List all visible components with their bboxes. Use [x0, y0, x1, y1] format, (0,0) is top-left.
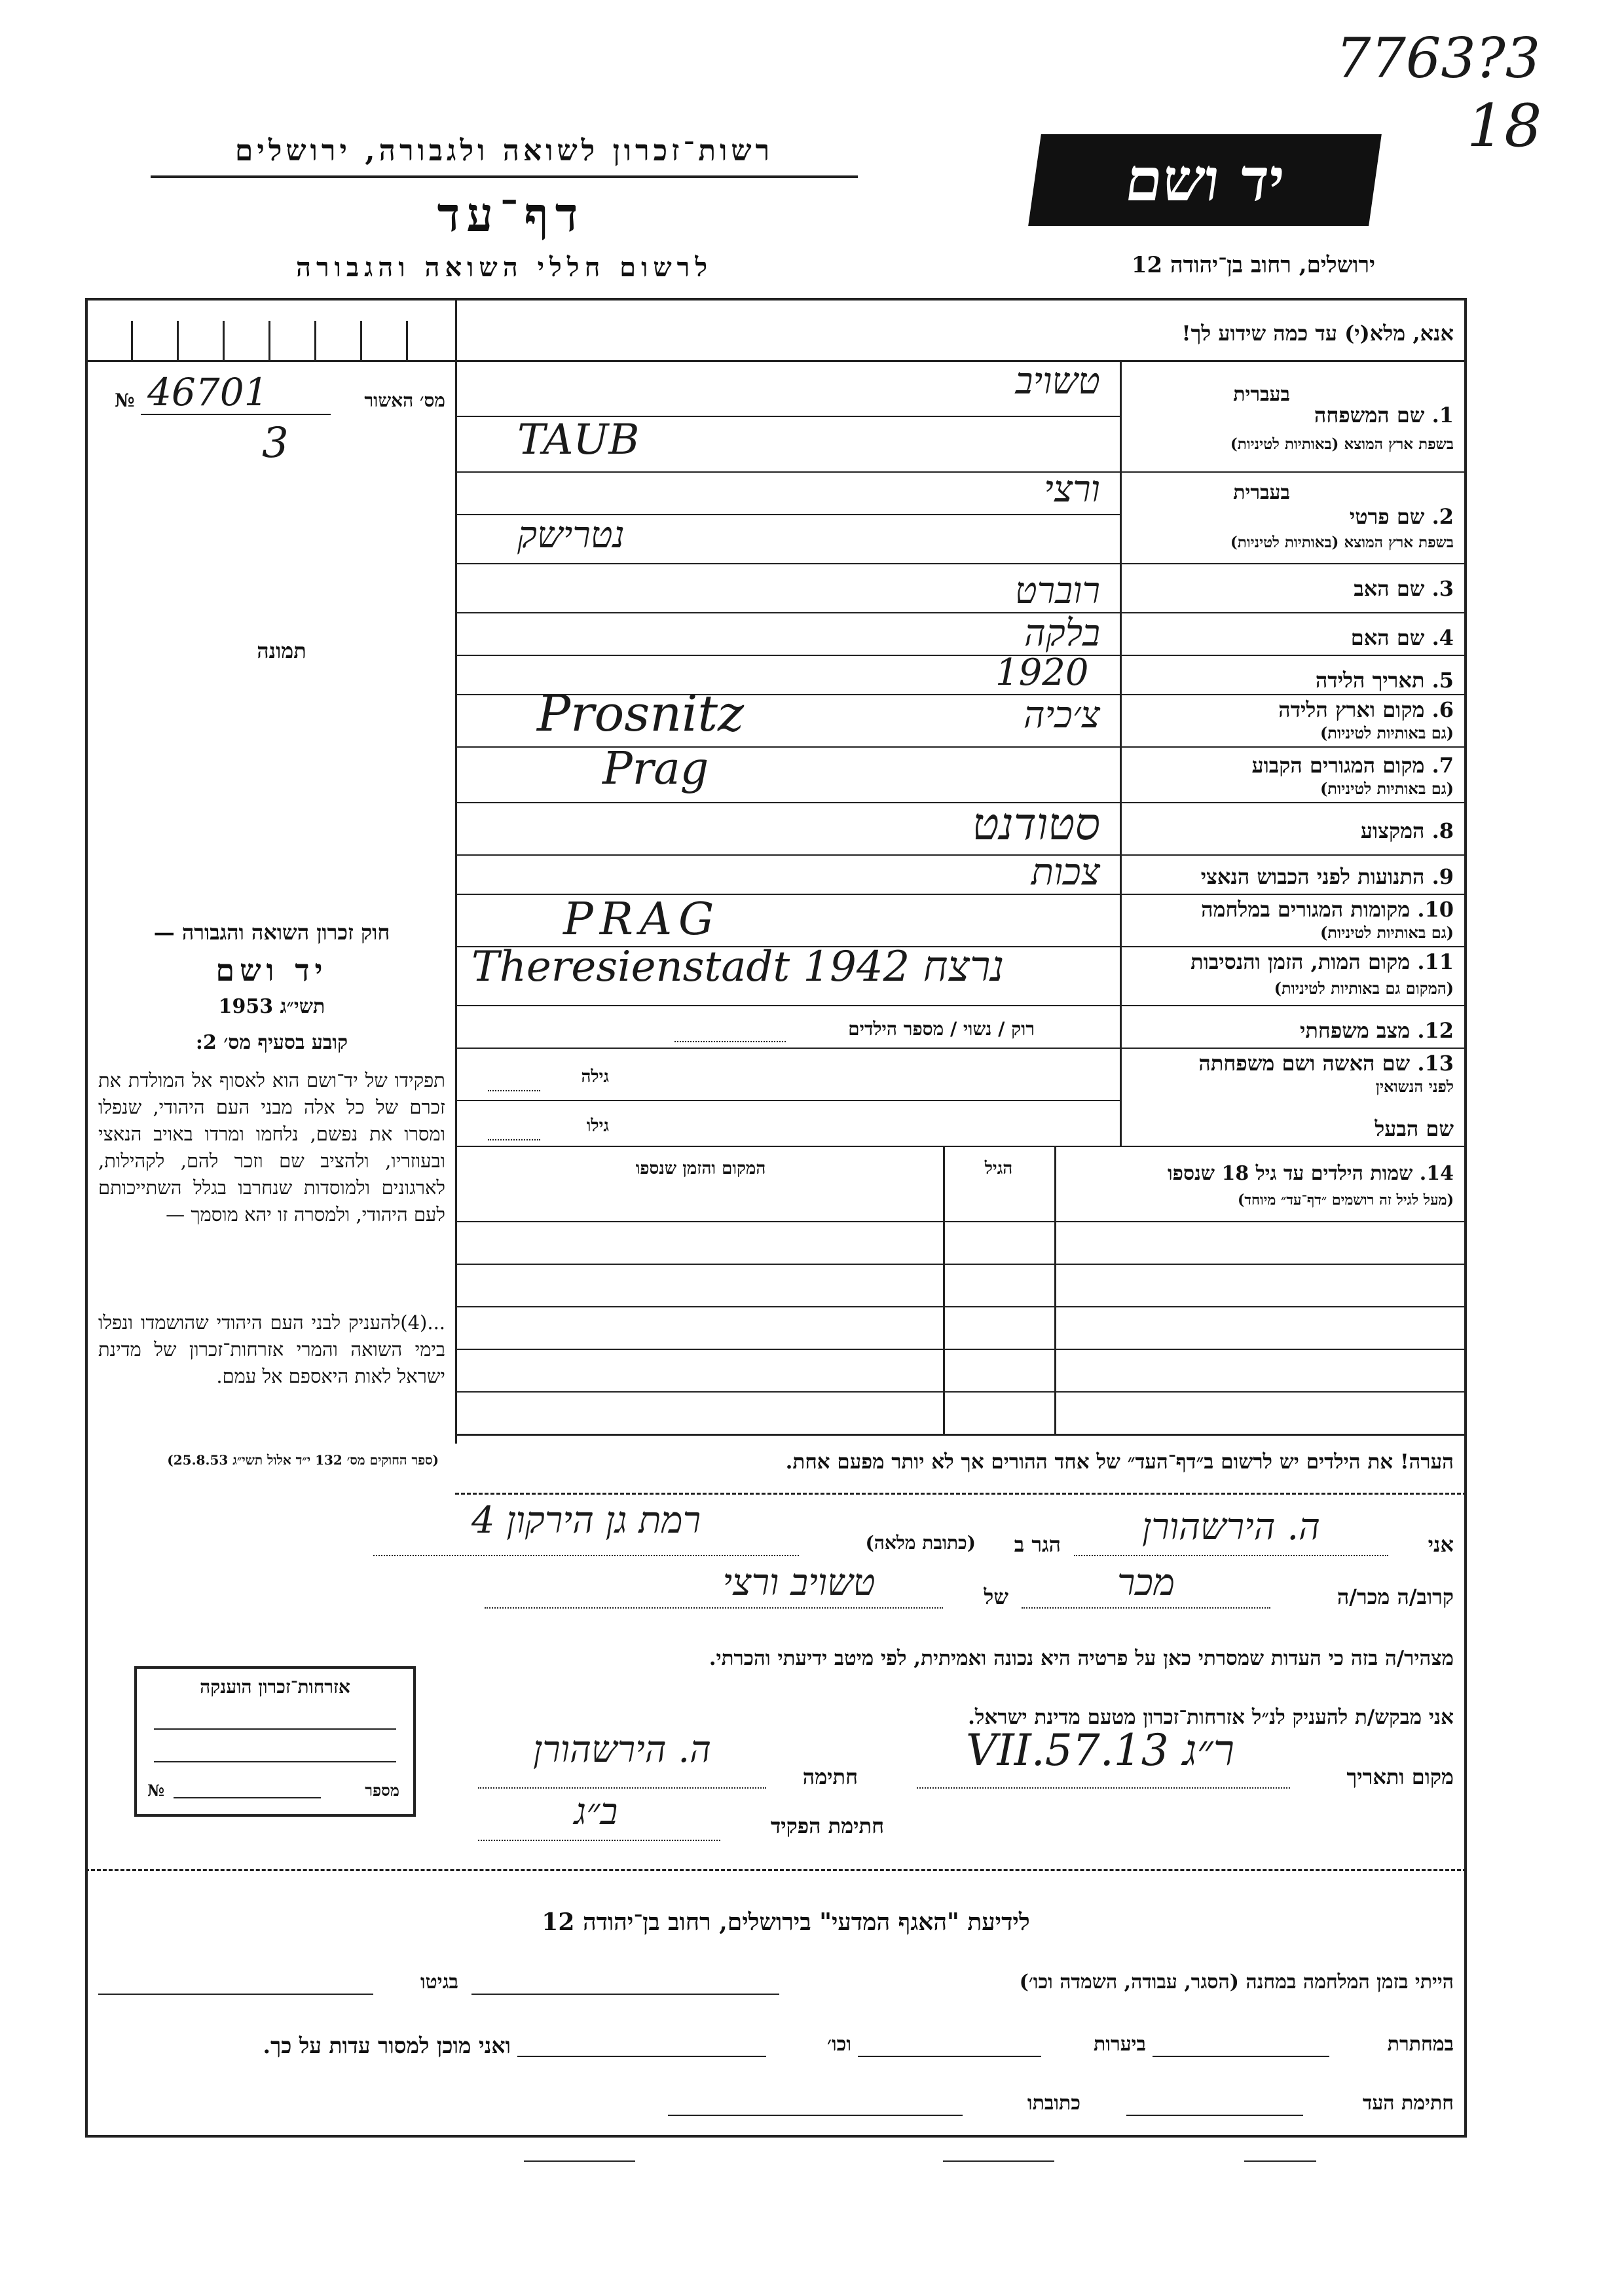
decl-address-label: (כתובת מלאה): [865, 1532, 976, 1554]
approval-underline: [141, 414, 331, 415]
law-clause-4: ...(4)להעניק לבני העם היהודי שהושמדו ונפלו בימי השואה והמרי אזרחות־זכרון של מדינת ישראל לאות היאספם אל עמם.: [98, 1311, 445, 1387]
decl-officer-label: חתימת הפקיד: [770, 1813, 884, 1838]
decl-resides: הגר ב: [1014, 1532, 1061, 1557]
field-3-value[interactable]: רוברט: [1014, 570, 1100, 612]
footer-line2-blank2[interactable]: [858, 2056, 1041, 2057]
field-8-text: המקצוע: [1360, 818, 1425, 843]
field-7-value[interactable]: Prag: [602, 743, 709, 795]
field-1-text: שם המשפחה: [1314, 403, 1425, 428]
decl-place-date-label: מקום ותאריך: [1346, 1764, 1454, 1789]
field-3-label: [1153, 576, 1454, 601]
decl-officer-line: [478, 1840, 720, 1841]
field-2-sublabel: בעברית: [1233, 481, 1290, 504]
approval-tick: [223, 321, 225, 360]
field-12-blank: [674, 1041, 786, 1042]
citizenship-number-label: מספר: [365, 1781, 399, 1800]
photo-area[interactable]: [118, 452, 432, 877]
footer-line1-a: הייתי בזמן המלחמה במחנה (הסגר, עבודה, השמדה וכו׳): [1019, 1971, 1454, 1994]
law-year: תשי״ג 1953: [218, 995, 325, 1018]
children-bottom-line: [455, 1434, 1467, 1436]
field-6-hint: (גם באותיות לטיניות): [1320, 723, 1454, 742]
approval-tick: [406, 321, 408, 360]
citizenship-title: אזרחות־זכרון הוענקה: [200, 1676, 350, 1698]
field-3-num: 3.: [1431, 576, 1454, 601]
decl-place-date[interactable]: ר״ג 13.VII.57: [965, 1725, 1234, 1776]
field-7-label: [1153, 753, 1454, 778]
org-title: רשות־זכרון לשואה ולגבורה, ירושלים: [234, 134, 774, 168]
footer-line3-blank2[interactable]: [668, 2115, 963, 2116]
footer-line1-b: בגיטו: [420, 1971, 458, 1994]
row-line: [455, 563, 1467, 564]
row-line: [455, 1005, 1467, 1006]
decl-of-line: [485, 1607, 943, 1609]
children-col-divider: [1054, 1146, 1056, 1434]
form-subtitle: לרשום חללי השואה והגבורה: [295, 252, 713, 283]
field-2-label: [1153, 504, 1454, 529]
labels-column-divider: [1120, 360, 1122, 1146]
decl-of-label: של: [984, 1584, 1008, 1609]
field-2-hebrew-value[interactable]: ורצי: [1044, 468, 1100, 511]
field-2-hint: בשפת ארץ המוצא (באותיות לטיניות): [1230, 534, 1454, 551]
children-row-line: [455, 1349, 1467, 1350]
footer-line3-a: חתימת העד: [1362, 2092, 1454, 2115]
field-8-label: [1153, 818, 1454, 843]
decl-request: אני מבקש/ת להעניק לנ״ל אזרחות־זכרון מטעם מדינת ישראל.: [968, 1705, 1454, 1729]
decl-statement: מצהיר/ה בזה כי העדות שמסרתי כאן על פרטיה היא נכונה ואמיתית, לפי מיטב ידיעתי והכרתי.: [709, 1647, 1454, 1670]
decl-address-line: [373, 1555, 799, 1556]
approval-tick: [314, 321, 316, 360]
logo-text: יד ושם: [1120, 145, 1289, 215]
field-8-num: 8.: [1431, 818, 1454, 843]
field-1-num: 1.: [1431, 403, 1454, 428]
decl-name-line: [1074, 1555, 1388, 1556]
approval-number-prefix: №: [115, 390, 135, 411]
footer-line3-blank[interactable]: [1126, 2115, 1303, 2116]
field-9-label: [1126, 864, 1454, 889]
law-title: חוק זכרון השואה והגבורה —: [153, 920, 390, 945]
field-1-sublabel: בעברית: [1233, 383, 1290, 406]
children-place-header: המקום והזמן שנספו: [635, 1159, 766, 1178]
decl-relation-value[interactable]: מכר: [1116, 1561, 1175, 1604]
field-7-text: מקום המגורים הקבוע: [1251, 753, 1425, 778]
scan-mark: [524, 2160, 635, 2162]
footer-line2-blank[interactable]: [1153, 2056, 1329, 2057]
field-9-text: התנועות לפני הכבוש הנאצי: [1200, 864, 1425, 889]
law-clause: קובע בסעיף מס׳ 2:: [195, 1031, 348, 1054]
field-6-hebrew-value[interactable]: צ׳כיה: [1023, 694, 1100, 737]
footer-line1-blank[interactable]: [471, 1994, 779, 1995]
footer-line3-b: כתובתו: [1027, 2092, 1080, 2115]
husband-age-label: גילו: [586, 1116, 609, 1136]
field-13-text: שם האשה ושם משפחתה: [1198, 1051, 1411, 1076]
field-2-text: שם פרטי: [1349, 504, 1425, 529]
approval-label: מס׳ האשור: [364, 390, 445, 411]
scan-mark: [1244, 2160, 1316, 2162]
field-5-text: תאריך הלידה: [1315, 668, 1425, 693]
field-12-num: 12.: [1417, 1018, 1454, 1043]
archive-sub-number: 18: [1467, 92, 1542, 160]
left-column-divider: [455, 298, 457, 1444]
footer-line2-d: ואני מוכן למסור עדות על כך.: [263, 2033, 511, 2058]
law-body: תפקידו של יד־ושם הוא לאסוף אל המולדת את זכרם של כל אלה מבני העם היהודי, שנפלו ומסרו את נפשם, נלחמו ומרדו באויב הנאצי ובעוזריו, ולהציב שם וזכר להם, לקהילות, לארגונים ולמוסדות שנחרבו בגלל השתייכותם לעם היהודי, ולמסרה זו יהא מוסמך —: [98, 1069, 445, 1226]
citizenship-line: [154, 1728, 396, 1730]
decl-signature-label: חתימה: [802, 1764, 858, 1789]
husband-label: שם הבעל: [1375, 1116, 1454, 1141]
field-1-hebrew-value[interactable]: טשויב: [1015, 360, 1100, 403]
field-5-num: 5.: [1431, 668, 1454, 693]
field-1-label: [1153, 403, 1454, 428]
footer-line2-blank3[interactable]: [517, 2056, 766, 2057]
field-13-age-blank[interactable]: [488, 1090, 540, 1091]
field-9-value[interactable]: צכות: [1031, 851, 1100, 894]
field-10-text: מקומות המגורים במלחמה: [1201, 897, 1411, 922]
field-4-num: 4.: [1431, 625, 1454, 650]
approval-tick: [268, 321, 270, 360]
children-note: הערה! את הילדים יש לרשום ב״דף־העד״ של אחד ההורים אך לא יותר מפעם אחת.: [785, 1450, 1454, 1474]
field-4-text: שם האם: [1350, 625, 1425, 650]
field-12-text: מצב משפחתי: [1300, 1018, 1411, 1043]
row-line: [455, 1048, 1467, 1049]
field-11-text: מקום המות, הזמן והנסיבות: [1190, 949, 1411, 974]
footer-line2-b: ביערות: [1093, 2033, 1146, 2056]
citizenship-number-blank[interactable]: [174, 1797, 321, 1798]
field-6-latin-value[interactable]: Prosnitz: [537, 684, 745, 742]
field-8-value[interactable]: סטודנט: [972, 799, 1100, 850]
decl-officer-signature[interactable]: ב״ג: [574, 1791, 618, 1833]
row-line: [455, 1146, 1467, 1147]
approval-tick: [360, 321, 362, 360]
intro-instruction: אנא, מלא(י) עד כמה שידוע לך!: [1181, 321, 1454, 346]
field-13-label: [1126, 1051, 1454, 1076]
approval-top-line: [85, 360, 1467, 362]
header-address: ירושלים, רחוב בן־יהודה 12: [1131, 252, 1375, 278]
footer-separator: [85, 1869, 1467, 1871]
field-11-value[interactable]: Theresienstadt 1942 נרצח: [471, 943, 1005, 991]
decl-address[interactable]: רמת גן הירקון 4: [471, 1499, 701, 1542]
children-label: 14. שמות הילדים עד גיל 18 שנספו: [1167, 1162, 1454, 1185]
field-12-options[interactable]: רוק / נשוי / מספר הילדים: [848, 1018, 1035, 1040]
decl-of-value[interactable]: טשויב ורצי: [722, 1561, 876, 1604]
field-13-num: 13.: [1417, 1051, 1454, 1076]
field-2-latin-value[interactable]: נטרישק: [517, 514, 625, 556]
citizenship-number-prefix: №: [147, 1781, 165, 1800]
archive-number: 7763?3: [1336, 26, 1541, 90]
children-hint: (מעל לגיל זה רושמים ״דף־עד״ מיוחד): [1237, 1192, 1454, 1209]
field-6-label: [1153, 697, 1454, 722]
field-5-label: [1153, 668, 1454, 693]
decl-relation-line: [1022, 1607, 1270, 1609]
field-10-label: [1126, 897, 1454, 922]
field-5-value[interactable]: 1920: [995, 651, 1089, 694]
field-1-hint: בשפת ארץ המוצא (באותיות לטיניות): [1230, 435, 1454, 453]
field-11-num: 11.: [1417, 949, 1454, 974]
decl-relation-label: קרוב/ה מכר/ה: [1337, 1584, 1454, 1609]
form-title: דף־עד: [437, 187, 585, 242]
decl-i-label: אני: [1428, 1532, 1454, 1557]
children-age-header: הגיל: [984, 1159, 1013, 1178]
footer-line1-blank2[interactable]: [98, 1994, 373, 1995]
children-row-line: [455, 1306, 1467, 1307]
husband-age-blank[interactable]: [488, 1139, 540, 1140]
note-bottom-line: [455, 1493, 1467, 1495]
field-2-num: 2.: [1431, 504, 1454, 529]
org-title-underline: [151, 175, 858, 178]
field-6-text: מקום וארץ הלידה: [1278, 697, 1425, 722]
approval-number[interactable]: 46701: [147, 370, 268, 414]
field-11-hint: (המקום גם באותיות לטיניות): [1274, 979, 1454, 998]
field-1-latin-value[interactable]: TAUB: [517, 416, 640, 464]
approval-tick: [131, 321, 133, 360]
decl-signature-line: [478, 1787, 766, 1789]
field-13-hint: לפני הנשואין: [1375, 1077, 1454, 1096]
row-line: [455, 1100, 1120, 1101]
scan-mark: [943, 2160, 1054, 2162]
children-row-line: [455, 1264, 1467, 1265]
footer-line2-a: במחתרת: [1387, 2033, 1454, 2056]
field-4-label: [1153, 625, 1454, 650]
field-6-num: 6.: [1431, 697, 1454, 722]
field-4-value[interactable]: בלקה: [1024, 612, 1100, 655]
approval-suffix[interactable]: 3: [262, 419, 289, 467]
decl-name[interactable]: ה. הירשהורן: [1142, 1506, 1320, 1548]
field-13-age-label: גילה: [581, 1067, 609, 1087]
footer-title: לידיעת "האגף המדעי" בירושלים, רחוב בן־יהודה 12: [542, 1908, 1030, 1936]
field-3-text: שם האב: [1354, 576, 1425, 601]
field-11-label: [1126, 949, 1454, 974]
law-name: יד ושם: [215, 953, 328, 988]
field-10-num: 10.: [1417, 897, 1454, 922]
field-9-num: 9.: [1431, 864, 1454, 889]
photo-label: תמונה: [257, 638, 306, 663]
decl-place-date-line: [917, 1787, 1290, 1789]
field-10-value[interactable]: PRAG: [563, 894, 721, 945]
approval-tick: [177, 321, 179, 360]
children-row-line: [455, 1391, 1467, 1393]
row-line: [455, 655, 1467, 656]
field-7-hint: (גם באותיות לטיניות): [1320, 779, 1454, 798]
citizenship-line: [154, 1761, 396, 1762]
field-10-hint: (גם באותיות לטיניות): [1320, 923, 1454, 942]
field-7-num: 7.: [1431, 753, 1454, 778]
decl-signature[interactable]: ה. הירשהורן: [533, 1728, 711, 1771]
children-row-line: [455, 1221, 1467, 1222]
law-source: (ספר החוקים מס׳ 132 י״ד אלול תשי״ג 25.8.53): [167, 1452, 439, 1468]
children-col-divider: [943, 1146, 945, 1434]
footer-line2-c: וכו׳: [827, 2033, 851, 2056]
yad-vashem-logo: [1028, 134, 1382, 226]
field-12-label: [1153, 1018, 1454, 1043]
